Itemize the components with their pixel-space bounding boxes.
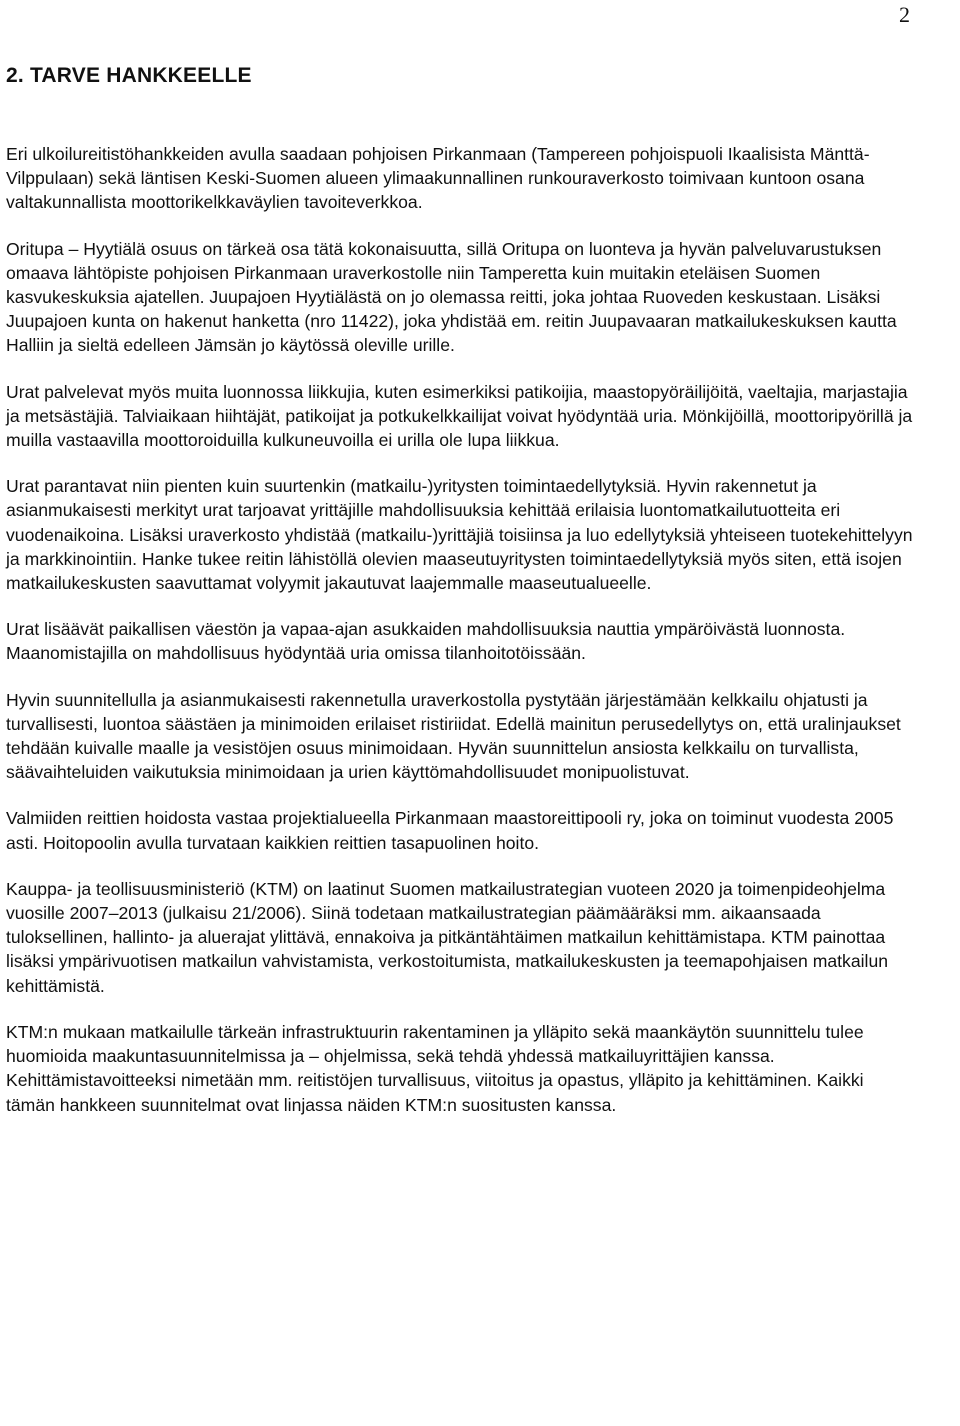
- paragraph-oritupa-hyytiala: Oritupa – Hyytiälä osuus on tärkeä osa tätä kokonaisuutta, sillä Oritupa on luonteva ja hyvän palveluvarustuksen omaava lähtöpiste pohjoisen Pirkanmaan uraverkostolle niin Tamperetta kuin muitakin eteläisen Suomen kasvukeskuksia ajatellen. Juupajoen Hyytiälästä on jo olemassa reitti, joka johtaa Ruoveden keskustaan. Lisäksi Juupajoen kunta on hakenut hanketta (nro 11422), joka yhdistää em. reitin Juupavaaran matkailukeskuksen kautta Halliin ja sieltä edelleen Jämsän jo käytössä oleville urille.: [6, 238, 897, 356]
- page-number: 2: [899, 2, 910, 27]
- paragraph-local-residents: Urat lisäävät paikallisen väestön ja vapaa-ajan asukkaiden mahdollisuuksia nauttia ympäröivästä luonnosta. Maanomistajilla on mahdollisuus hyödyntää uria omissa tilanhoitotöissään.: [6, 619, 846, 664]
- paragraph-ktm-infrastructure: KTM:n mukaan matkailulle tärkeän infrastruktuurin rakentaminen ja ylläpito sekä maankäytön suunnittelu tulee huomioida maakuntasuunnitelmissa ja – ohjelmissa, sekä tehdä yhdessä matkailuyrittäjien kanssa. Kehittämistavoitteeksi nimetään mm. reitistöjen turvallisuus, viitoitus ja opastus, ylläpito ja kehittäminen. Kaikki tämän hankkeen suunnitelmat ovat linjassa näiden KTM:n suositusten kanssa.: [6, 1021, 864, 1115]
- paragraph-ktm-strategy: Kauppa- ja teollisuusministeriö (KTM) on laatinut Suomen matkailustrategian vuoteen 2020 ja toimenpideohjelma vuosille 2007–2013 (julkaisu 21/2006). Siinä todetaan matkailustrategian päämääräksi mm. aikaansaada tuloksellinen, hallinto- ja aluerajat ylittävä, ennakoiva ja pitkäntähtäimen matkailun kehittämistapa. KTM painottaa lisäksi ympärivuotisen matkailun vahvistamista, verkostoitumista, matkailukeskusten ja teemapohjaisen matkailun kehittämistä.: [6, 878, 889, 996]
- paragraph-planning-safety: Hyvin suunnitellulla ja asianmukaisesti rakennetulla uraverkostolla pystytään järjestämään kelkkailu ohjatusti ja turvallisesti, luontoa säästäen ja minimoiden erilaiset ristiriidat. Edellä mainitun perusedellytys on, että uralinjaukset tehdään kuivalle maalle ja vesistöjen osuus minimoidaan. Hyvän suunnittelun ansiosta kelkkailu on turvallista, säävaihteluiden vaikutuksia minimoidaan ja urien käyttömahdollisuudet monipuolistuvat.: [6, 689, 901, 783]
- paragraph-other-users: Urat palvelevat myös muita luonnossa liikkujia, kuten esimerkiksi patikoijia, maastopyöräilijöitä, vaeltajia, marjastajia ja metsästäjiä. Talviaikaan hiihtäjät, patikoijat ja potkukelkkailijat voivat hyödyntää uria. Mönkijöillä, moottoripyörillä ja muilla vastaavilla moottoroiduilla kulkuneuvoilla ei urilla ole lupa liikkua.: [6, 381, 913, 451]
- paragraph-business-benefits: Urat parantavat niin pienten kuin suurtenkin (matkailu-)yritysten toimintaedellytyksiä. Hyvin rakennetut ja asianmukaisesti merkityt urat tarjoavat yrittäjille mahdollisuuksia kehittää erilaisia luontomatkailutuotteita eri vuodenaikoina. Lisäksi uraverkosto yhdistää (matkailu-)yrittäjiä toisiinsa ja luo edellytyksiä yhteiseen tuotekehittelyyn ja markkinointiin. Hanke tukee reitin lähistöllä olevien maaseutuyritysten toimintaedellytyksiä myös siten, että isojen matkailukeskusten saavuttamat volyymit jakautuvat laajemmalle maaseutualueelle.: [6, 476, 913, 594]
- section-heading: 2. TARVE HANKKEELLE: [6, 64, 252, 87]
- body-text: [6, 142, 916, 1139]
- paragraph-maintenance-pool: Valmiiden reittien hoidosta vastaa projektialueella Pirkanmaan maastoreittipooli ry, joka on toiminut vuodesta 2005 asti. Hoitopoolin avulla turvataan kaikkien reittien tasapuolinen hoito.: [6, 808, 894, 853]
- paragraph-network-overview: Eri ulkoilureitistöhankkeiden avulla saadaan pohjoisen Pirkanmaan (Tampereen pohjoispuoli Ikaalisista Mänttä-Vilppulaan) sekä läntisen Keski-Suomen alueen ylimaakunnallinen runkouraverkosto toimivaan kuntoon osana valtakunnallista moottorikelkkaväylien tavoiteverkkoa.: [6, 144, 870, 213]
